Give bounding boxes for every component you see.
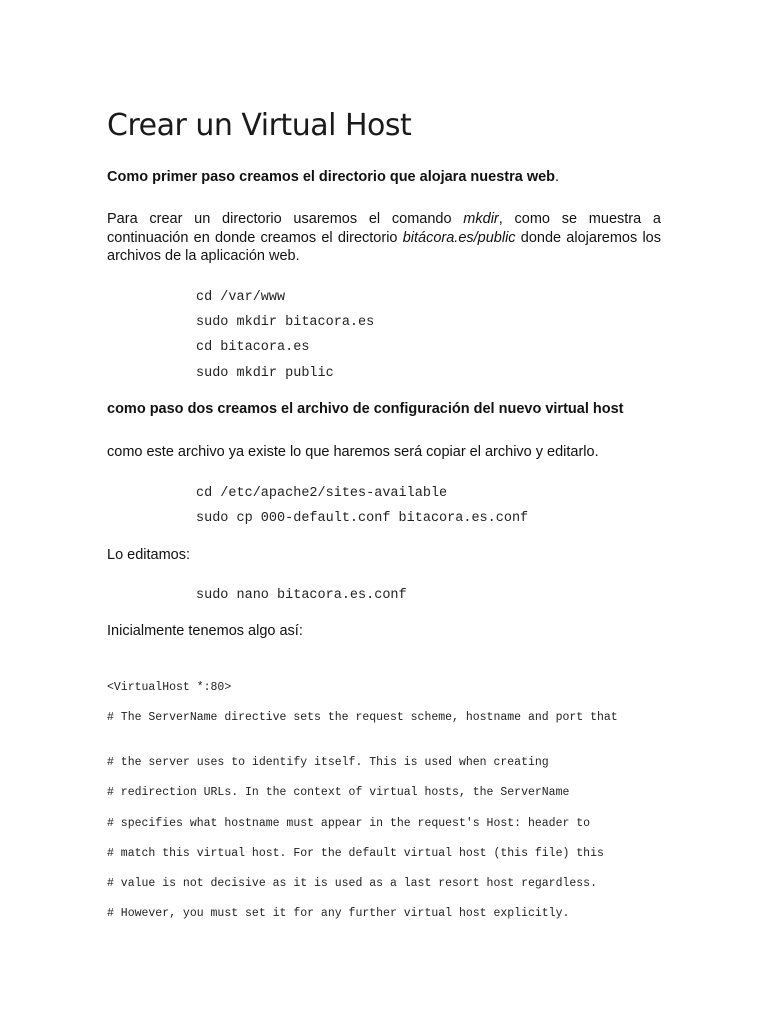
step-one-period: . xyxy=(555,169,560,185)
intro-text-2: , como se muestra a continuación en donde creamos el directorio xyxy=(107,211,661,246)
config-line: # value is not decisive as it is used as a last resort host regardless. xyxy=(107,877,597,890)
config-line: # However, you must set it for any further virtual host explicitly. xyxy=(107,907,570,920)
code-line: sudo mkdir public xyxy=(196,366,334,381)
step-one-bold-text: Como primer paso creamos el directorio que alojara nuestra web xyxy=(107,169,556,185)
initial-paragraph: Inicialmente tenemos algo así: xyxy=(107,623,303,639)
config-line: # specifies what hostname must appear in the request's Host: header to xyxy=(107,817,591,830)
code-line: sudo nano bitacora.es.conf xyxy=(196,588,407,603)
directory-path: bitácora.es/public xyxy=(402,229,516,246)
mkdir-command: mkdir xyxy=(463,211,499,227)
intro-text-1: Para crear un directorio usaremos el comando xyxy=(107,211,464,227)
config-line: # the server uses to identify itself. This is used when creating xyxy=(107,756,549,769)
code-line: cd bitacora.es xyxy=(196,340,310,355)
page-title: Crear un Virtual Host xyxy=(107,108,412,143)
config-line: # match this virtual host. For the default virtual host (this file) this xyxy=(107,847,604,860)
code-line: sudo mkdir bitacora.es xyxy=(196,315,375,330)
code-line: cd /var/www xyxy=(196,290,286,305)
config-line: # The ServerName directive sets the request scheme, hostname and port that xyxy=(107,711,618,724)
code-line: cd /etc/apache2/sites-available xyxy=(196,486,448,501)
config-line: <VirtualHost *:80> xyxy=(107,681,232,694)
config-line: # redirection URLs. In the context of virtual hosts, the ServerName xyxy=(107,786,570,799)
step-one-heading xyxy=(107,168,661,187)
edit-paragraph: Lo editamos: xyxy=(107,547,191,563)
step-two-heading: como paso dos creamos el archivo de configuración del nuevo virtual host xyxy=(107,401,624,417)
intro-text-3: donde alojaremos los archivos de la aplicación web. xyxy=(107,229,661,264)
code-line: sudo cp 000-default.conf bitacora.es.conf xyxy=(196,511,529,526)
copy-paragraph: como este archivo ya existe lo que haremos será copiar el archivo y editarlo. xyxy=(107,444,599,460)
intro-paragraph xyxy=(107,210,661,266)
